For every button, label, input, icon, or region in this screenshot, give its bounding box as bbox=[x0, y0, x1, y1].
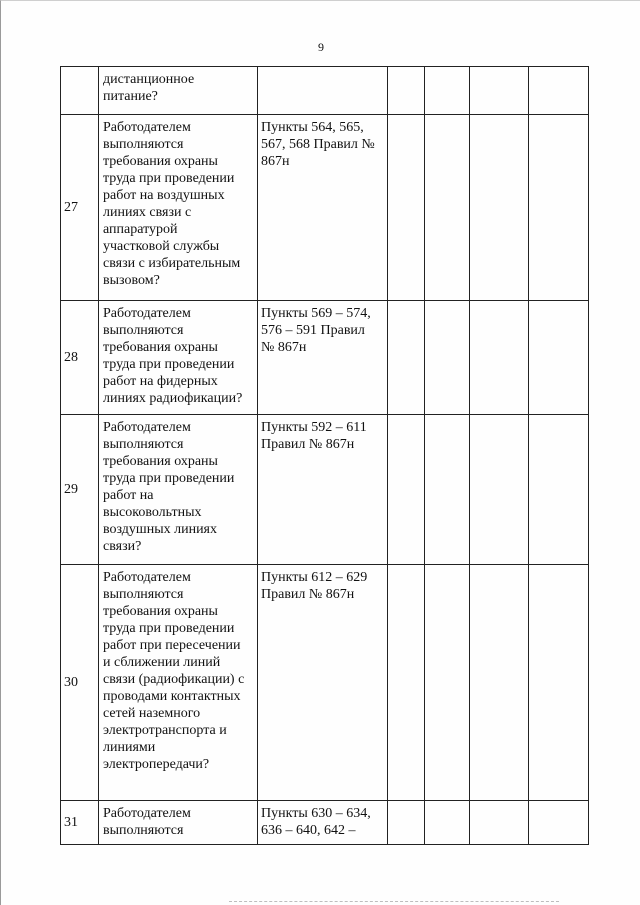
scan-edge-divider bbox=[229, 901, 559, 902]
note-cell[interactable] bbox=[529, 801, 589, 845]
answer-yes-cell[interactable] bbox=[388, 301, 425, 415]
table-row bbox=[61, 415, 589, 565]
answer-na-cell[interactable] bbox=[470, 301, 529, 415]
reference-text: Пункты 592 – 611 Правил № 867н bbox=[258, 415, 388, 565]
question-text: Работодателем выполняются требования охраны труда при проведении работ на высоковольтных воздушных линиях связи? bbox=[99, 415, 258, 565]
answer-no-cell[interactable] bbox=[425, 415, 470, 565]
note-cell[interactable] bbox=[529, 301, 589, 415]
answer-yes-cell[interactable] bbox=[388, 115, 425, 301]
row-number bbox=[61, 67, 99, 115]
row-number: 27 bbox=[61, 115, 99, 301]
table-row bbox=[61, 115, 589, 301]
reference-text: Пункты 564, 565, 567, 568 Правил № 867н bbox=[258, 115, 388, 301]
answer-yes-cell[interactable] bbox=[388, 67, 425, 115]
question-text: Работодателем выполняются требования охраны труда при проведении работ при пересечении и сближении линий связи (радиофикации) с проводами контактных сетей наземного электротранспорта и линиями электропередачи? bbox=[99, 565, 258, 801]
question-text: дистанционное питание? bbox=[99, 67, 258, 115]
question-text: Работодателем выполняются требования охраны труда при проведении работ на фидерных линиях радиофикации? bbox=[99, 301, 258, 415]
reference-text: Пункты 569 – 574, 576 – 591 Правил № 867н bbox=[258, 301, 388, 415]
reference-text: Пункты 630 – 634, 636 – 640, 642 – bbox=[258, 801, 388, 845]
table-row bbox=[61, 801, 589, 845]
question-text: Работодателем выполняются требования охраны труда при проведении работ на воздушных линиях связи с аппаратурой участковой службы связи с избирательным вызовом? bbox=[99, 115, 258, 301]
row-number: 30 bbox=[61, 565, 99, 801]
answer-na-cell[interactable] bbox=[470, 115, 529, 301]
reference-text: Пункты 612 – 629 Правил № 867н bbox=[258, 565, 388, 801]
table-row bbox=[61, 301, 589, 415]
table-row bbox=[61, 67, 589, 115]
note-cell[interactable] bbox=[529, 67, 589, 115]
note-cell[interactable] bbox=[529, 415, 589, 565]
note-cell[interactable] bbox=[529, 115, 589, 301]
reference-text bbox=[258, 67, 388, 115]
answer-na-cell[interactable] bbox=[470, 67, 529, 115]
answer-na-cell[interactable] bbox=[470, 415, 529, 565]
answer-na-cell[interactable] bbox=[470, 801, 529, 845]
answer-no-cell[interactable] bbox=[425, 301, 470, 415]
answer-yes-cell[interactable] bbox=[388, 801, 425, 845]
answer-no-cell[interactable] bbox=[425, 801, 470, 845]
answer-no-cell[interactable] bbox=[425, 67, 470, 115]
answer-na-cell[interactable] bbox=[470, 565, 529, 801]
checklist-table bbox=[60, 66, 589, 845]
answer-yes-cell[interactable] bbox=[388, 565, 425, 801]
row-number: 29 bbox=[61, 415, 99, 565]
page-number: 9 bbox=[318, 40, 324, 54]
answer-no-cell[interactable] bbox=[425, 565, 470, 801]
answer-no-cell[interactable] bbox=[425, 115, 470, 301]
answer-yes-cell[interactable] bbox=[388, 415, 425, 565]
row-number: 28 bbox=[61, 301, 99, 415]
question-text: Работодателем выполняются bbox=[99, 801, 258, 845]
table-row bbox=[61, 565, 589, 801]
note-cell[interactable] bbox=[529, 565, 589, 801]
row-number: 31 bbox=[61, 801, 99, 845]
